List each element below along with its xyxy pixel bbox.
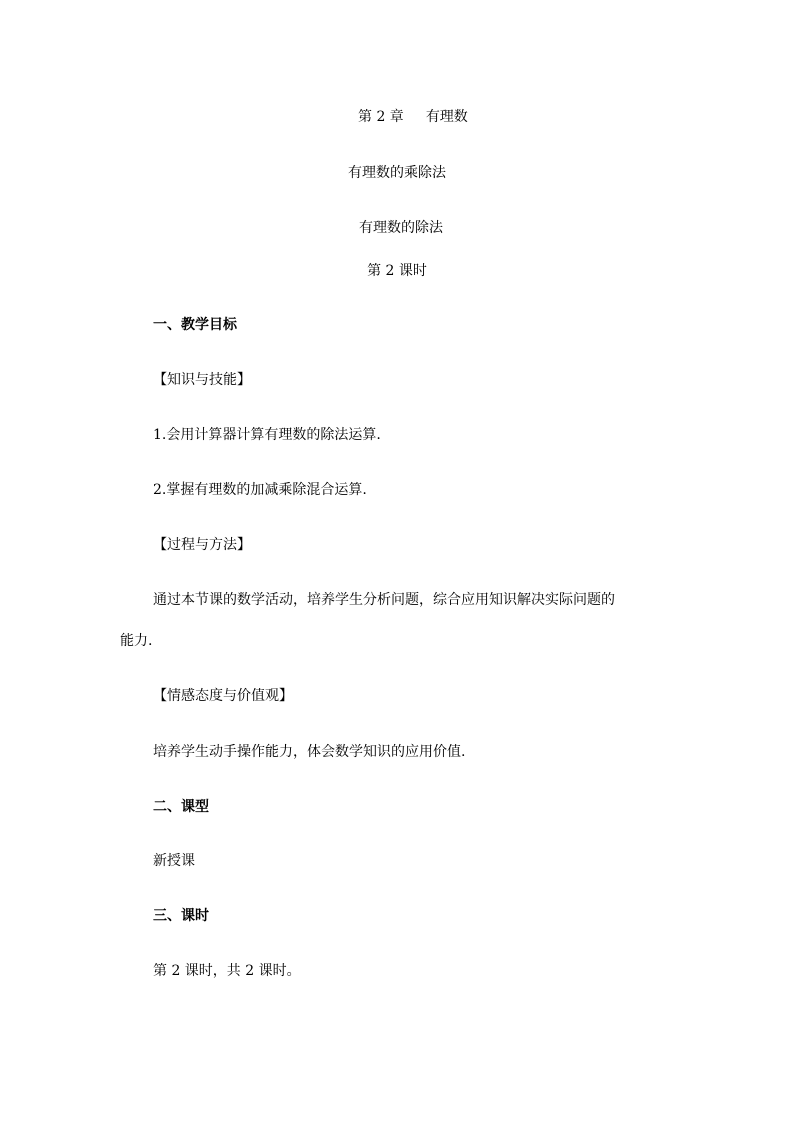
hours-heading: 三、课时 xyxy=(153,908,209,924)
emotion-heading: 【情感态度与价值观】 xyxy=(153,688,293,704)
chapter-number: 第 2 章 xyxy=(358,109,404,125)
emotion-text: 培养学生动手操作能力，体会数学知识的应用价值. xyxy=(153,744,466,760)
process-text-line-1: 通过本节课的数学活动，培养学生分析问题，综合应用知识解决实际问题的 xyxy=(153,592,615,608)
process-text-line-2: 能力. xyxy=(120,633,153,649)
chapter-name: 有理数 xyxy=(425,109,468,125)
section-title: 有理数的乘除法 xyxy=(348,165,446,181)
subsection-title: 有理数的除法 xyxy=(359,220,443,236)
process-heading: 【过程与方法】 xyxy=(153,537,251,553)
hours-text: 第 2 课时，共 2 课时。 xyxy=(153,963,301,979)
knowledge-item-1: 1.会用计算器计算有理数的除法运算. xyxy=(153,427,381,443)
type-heading: 二、课型 xyxy=(153,799,209,815)
knowledge-item-2: 2.掌握有理数的加减乘除混合运算. xyxy=(153,482,367,498)
type-text: 新授课 xyxy=(153,853,195,869)
goals-heading: 一、教学目标 xyxy=(153,317,237,333)
chapter-title xyxy=(358,110,468,124)
knowledge-heading: 【知识与技能】 xyxy=(153,372,251,388)
lesson-number: 第 2 课时 xyxy=(367,263,427,279)
